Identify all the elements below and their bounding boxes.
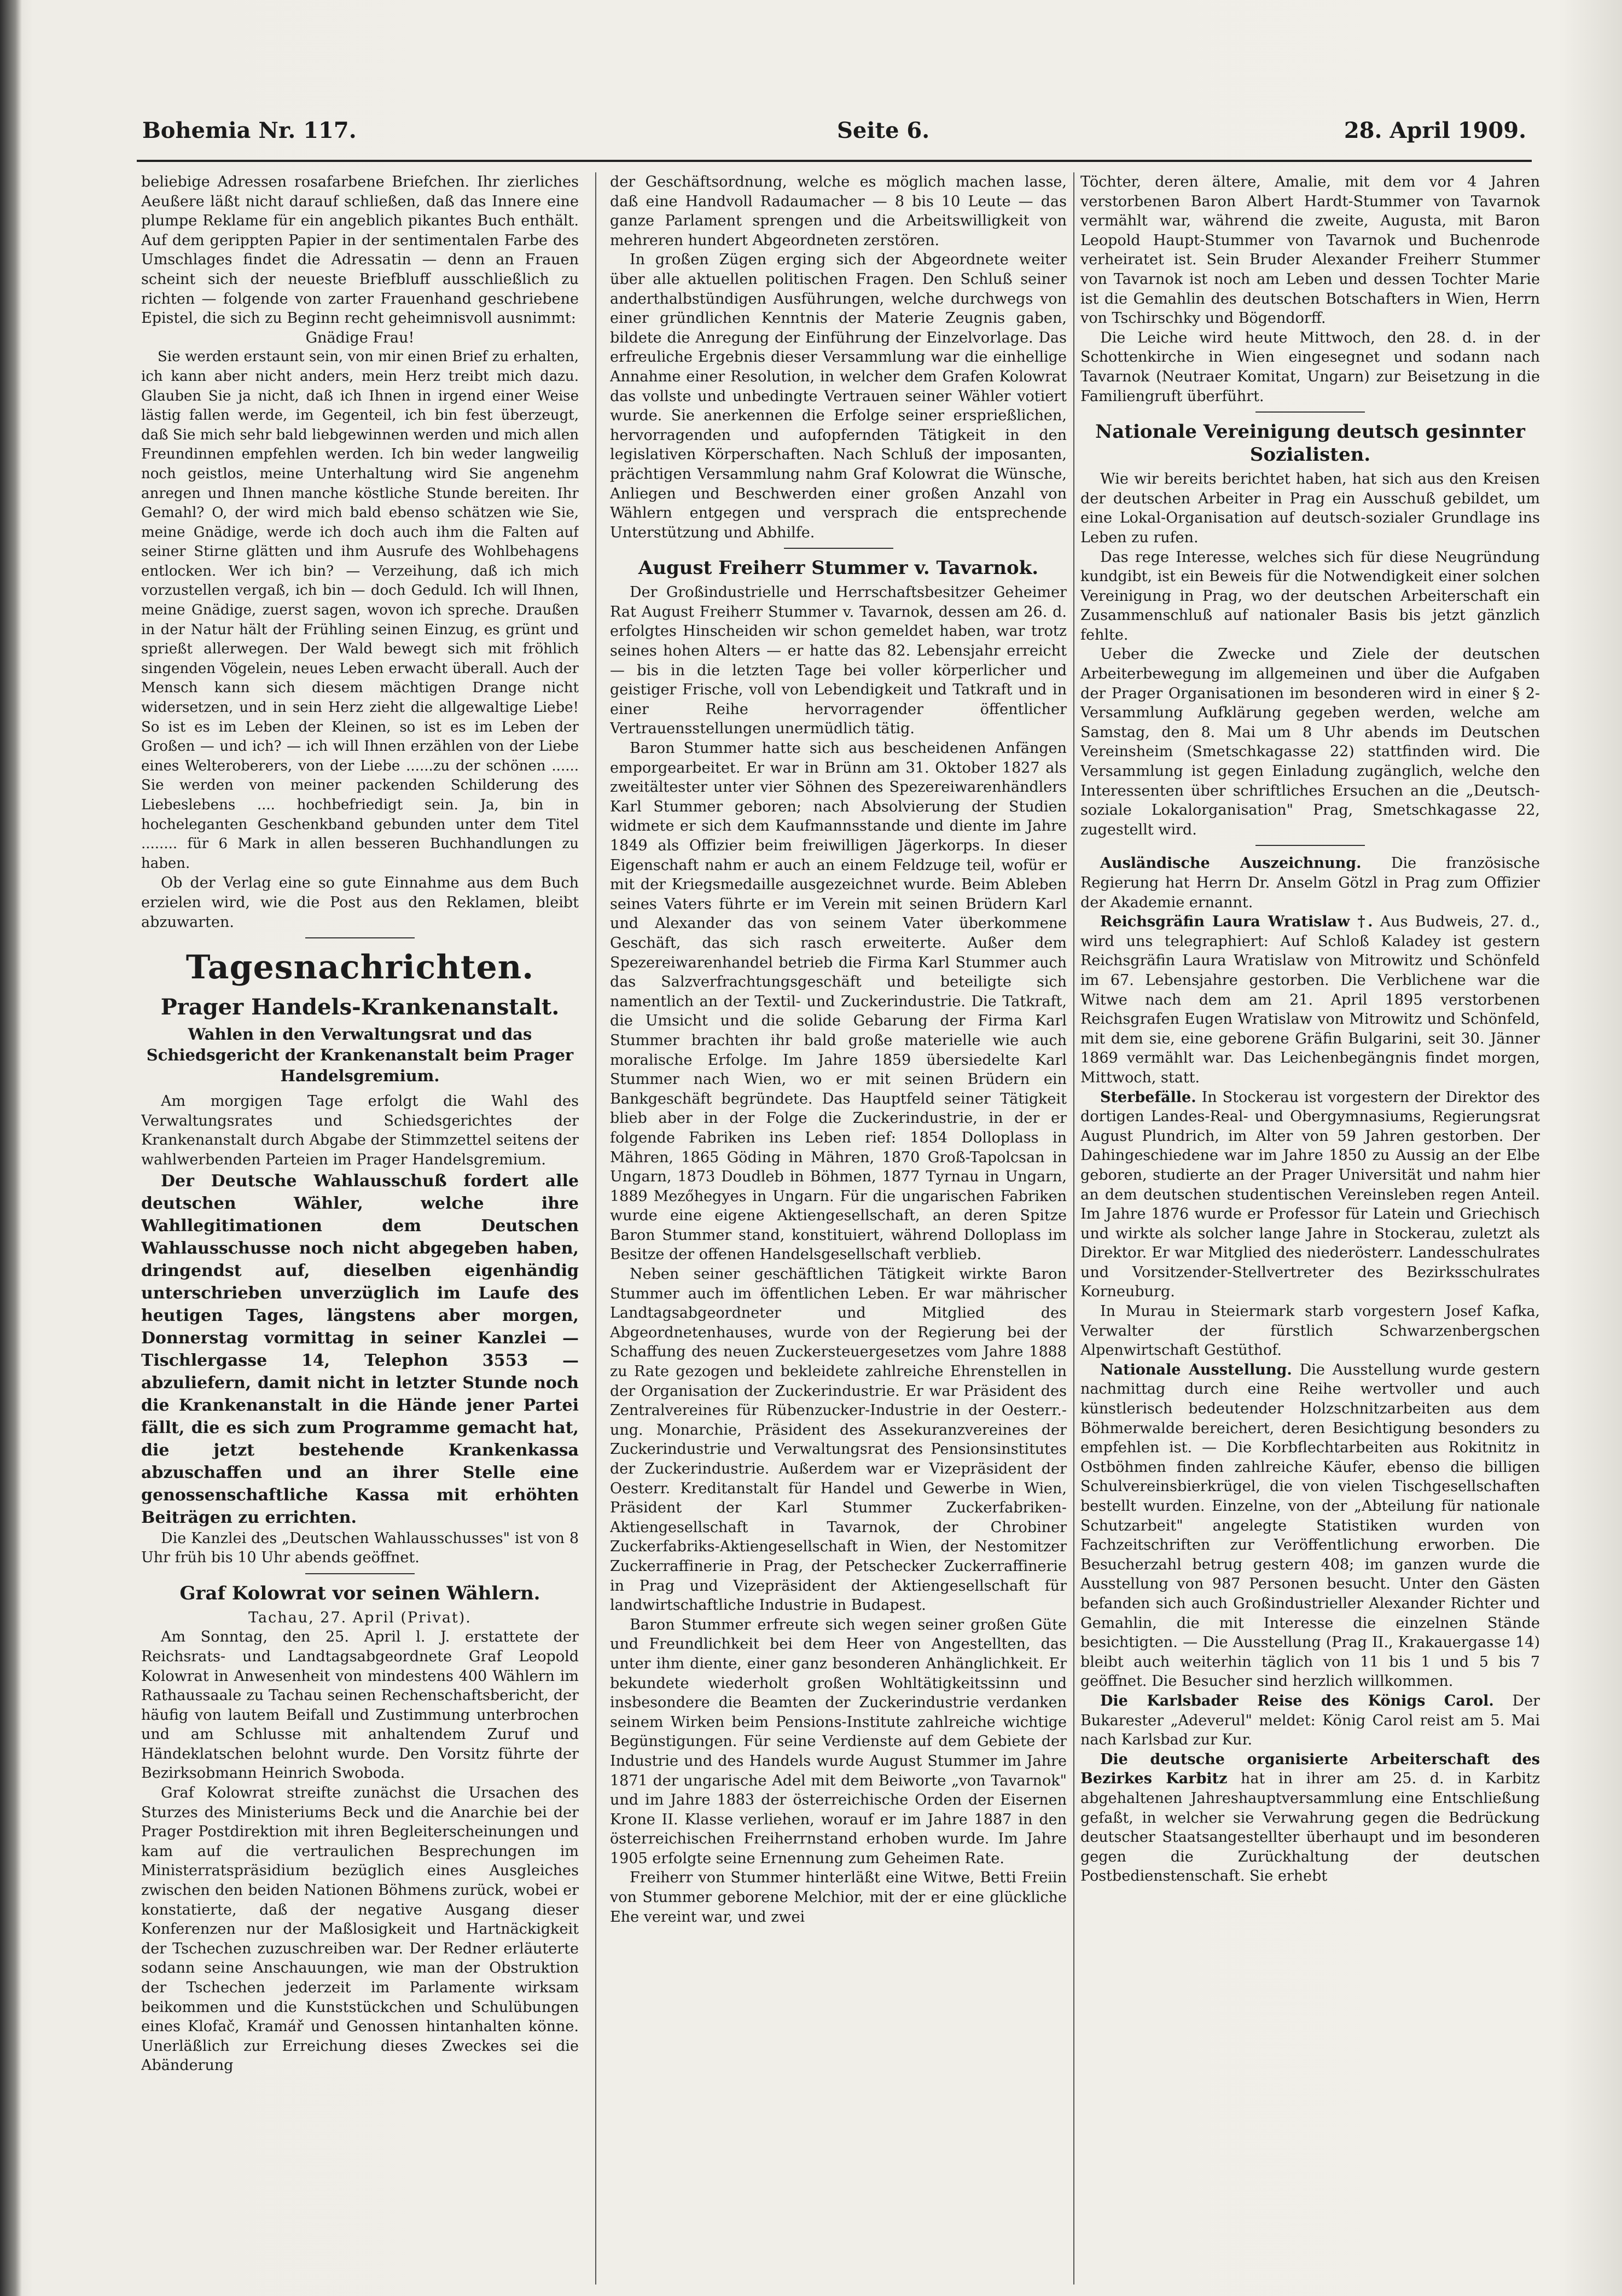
paragraph: beliebige Adressen rosafarbene Briefchen. Ihr zierliches Aeußere läßt nicht darauf schließen, daß das Innere eine plumpe Reklame für ein angeblich pikantes Buch enthält. Auf dem gerippten Papier in der sentimentalen Farbe des Umschlages findet die Adressatin — denn an Frauen scheint sich der neueste Briefbluff ausschließlich zu richten — folgende von zarter Frauenhand geschriebene Epistel, die sich zu Beginn recht geheimnisvoll ausnimmt:: [141, 173, 579, 327]
news-item-text: Aus Budweis, 27. d., wird uns telegraphiert: Auf Schloß Kaladey ist gestern Reichsgräfin Laura Wratislaw von Mitrowitz und Schönfeld im 67. Lebensjahre gestorben. Die Verblichene war die Witwe nach dem am 21. April 1895 verstorbenen Reichsgrafen Eugen Wratislaw von Mitrowitz und Schönfeld, mit dem sie, eine geborene Gräfin Bulgarini, seit 30. Jänner 1869 vermählt war. Das Leichenbegängnis findet morgen, Mittwoch, statt.: [1080, 913, 1540, 1086]
news-item-text: Der Bukarester „Adeverul" meldet: König Carol reist am 5. Mai nach Karlsbad zur Kur.: [1080, 1692, 1540, 1749]
paragraph: In großen Zügen erging sich der Abgeordnete weiter über alle aktuellen politischen Fragen. Den Schluß seiner anderthalbstündigen Ausführungen, welche durchwegs von einer gründlichen Kenntnis der Materie Zeugnis gaben, bildete die Anregung der Einführung der Einzelvorlage. Das erfreuliche Ergebnis dieser Versammlung war die einhellige Annahme einer Resolution, in welcher dem Grafen Kolowrat das vollste und unbedingte Vertrauen seiner Wähler votiert wurde. Sie anerkennen die Erfolge seiner ersprießlichen, hervorragenden und aufopfernden Tätigkeit in den legislativen Körperschaften. Nach Schluß der imposanten, prächtigen Versammlung nahm Graf Kolowrat die Wünsche, Anliegen und Beschwerden einer großen Anzahl von Wählern entgegen und versprach die entsprechende Unterstützung und Abhilfe.: [610, 251, 1067, 541]
issue-date: 28. April 1909.: [1344, 118, 1526, 143]
letter-salutation: Gnädige Frau!: [305, 329, 415, 346]
divider: [305, 937, 415, 938]
page-number: Seite 6.: [837, 118, 930, 143]
column-divider: [1073, 172, 1074, 2285]
paragraph: Am Sonntag, den 25. April l. J. erstattete der Reichsrats- und Landtagsabgeordnete Graf Leopold Kolowrat in Anwesenheit von mindestens 400 Wählern im Rathaussaale zu Tachau seinen Rechenschaftsbericht, der häufig von lautem Beifall und Zustimmung unterbrochen und am Schlusse mit anhaltendem Zuruf und Händeklatschen belohnt wurde. Den Vorsitz führte der Bezirksobmann Heinrich Swoboda.: [141, 1628, 579, 1782]
news-item-title: Die deutsche organisierte Arbeiterschaft des Bezirkes Karbitz: [1080, 1750, 1540, 1788]
letter-text: Sie werden erstaunt sein, von mir einen Brief zu erhalten, ich kann aber nicht anders, mein Herz treibt mich dazu. Glauben Sie ja nicht, daß ich Ihnen in irgend einer Weise lästig fallen werde, im Gegenteil, ich bin fest überzeugt, daß Sie mich sehr bald liebgewinnen werden und mich allen Freundinnen empfehlen werden. Ich bin weder langweilig noch geistlos, meine Unterhaltung wird Sie angenehm anregen und Ihnen manche köstliche Stunde bereiten. Ihr Gemahl? O, der wird mich bald ebenso schätzen wie Sie, meine Gnädige, werde ich doch auch ihm die Falten auf seiner Stirne glätten und ihm Ausrufe des Wohlbehagens entlocken. Wer ich bin? — Verzeihung, daß ich mich vorzustellen vergaß, ich bin — doch Geduld. Ich will Ihnen, meine Gnädige, zuerst sagen, wovon ich spreche. Draußen in der Natur hält der Frühling seinen Einzug, es grünt und sprießt allerwegen. Der Wald bewegt sich mit fröhlich singenden Vögelein, neues Leben erwacht überall. Auch der Mensch kann sich diesem mächtigen Drange nicht widersetzen, und in sein Herz zieht die allgewaltige Liebe! So ist es im Leben der Kleinen, so ist es im Leben der Großen — und ich? — ich will Ihnen erzählen von der Liebe eines Welteroberers, von der Liebe ......zu der schönen ...... Sie werden von meiner packenden Schilderung des Liebeslebens .... hochbefriedigt sein. Ja, bin in hocheleganten Geschenkband gebunden unter dem Titel ........ für 6 Mark in allen besseren Buchhandlungen zu haben.: [141, 349, 579, 872]
paragraph: Die Kanzlei des „Deutschen Wahlausschusses" ist von 8 Uhr früh bis 10 Uhr abends geöffnet.: [141, 1529, 579, 1567]
column-2: [610, 172, 1067, 2285]
article-headline: Prager Handels-Krankenanstalt.: [160, 994, 560, 1021]
news-item: [1080, 1088, 1540, 1302]
news-item-text: hat in ihrer am 25. d. in Karbitz abgehaltenen Jahreshauptversammlung eine Entschließung gefaßt, in welcher sie Verwahrung gegen die Bedrückung deutscher Staatsangestellter überhaupt und im besonderen gegen die Zurückhaltung der deutschen Postbedienstenschaft. Sie erhebt: [1080, 1770, 1540, 1885]
paragraph: Die Leiche wird heute Mittwoch, den 28. d. in der Schottenkirche in Wien eingesegnet und sodann nach Tavarnok (Neutraer Komitat, Ungarn) zur Beisetzung in die Familiengruft überführt.: [1080, 329, 1540, 405]
article-headline: Graf Kolowrat vor seinen Wählern.: [179, 1582, 540, 1604]
news-item-title: Die Karlsbader Reise des Königs Carol.: [1100, 1692, 1494, 1709]
news-item-text: Die französische Regierung hat Herrn Dr. Anselm Götzl in Prag zum Offizier der Akademie ernannt.: [1080, 855, 1540, 911]
article-headline: Nationale Vereinigung deutsch gesinnter Sozialisten.: [1095, 421, 1525, 466]
masthead-issue: Bohemia Nr. 117.: [142, 118, 357, 143]
paragraph: Töchter, deren ältere, Amalie, mit dem vor 4 Jahren verstorbenen Baron Albert Hardt-Stummer von Tavarnok vermählt war, während die zweite, Augusta, mit Baron Leopold Haupt-Stummer von Tavarnok und Buchenrode verheiratet ist. Sein Bruder Alexander Freiherr Stummer von Tavarnok ist noch am Leben und dessen Tochter Marie ist die Gemahlin des deutschen Botschafters in Wien, Herrn von Tschirschky und Bögendorff.: [1080, 173, 1540, 327]
divider: [1255, 845, 1365, 846]
divider: [1255, 411, 1365, 413]
column-3: [1080, 172, 1540, 2285]
article-headline: August Freiherr Stummer v. Tavarnok.: [638, 557, 1039, 579]
news-item: [1080, 912, 1540, 1087]
bold-appeal: Der Deutsche Wahlausschuß fordert alle deutschen Wähler, welche ihre Wahllegitimationen dem Deutschen Wahlausschusse noch nicht abgegeben haben, dringendst auf, dieselben eigenhändig unterschrieben unverzüglich im Laufe des heutigen Tages, längstens aber morgen, Donnerstag vormittag in seiner Kanzlei — Tischlergasse 14, Telephon 3553 — abzuliefern, damit nicht in letzter Stunde noch die Krankenanstalt in die Hände jener Partei fällt, die es sich zum Programme gemacht hat, die jetzt bestehende Krankenkassa abzuschaffen und an ihrer Stelle eine genossenschaftliche Kassa mit erhöhten Beiträgen zu errichten.: [141, 1171, 579, 1527]
article-subheadline: Wahlen in den Verwaltungsrat und das Schiedsgericht der Krankenanstalt beim Prager Handelsgremium.: [146, 1025, 574, 1086]
paragraph: Ueber die Zwecke und Ziele der deutschen Arbeiterbewegung im allgemeinen und über die Aufgaben der Prager Organisationen im besonderen wird in einer § 2-Versammlung Aufklärung gegeben werden, welche am Samstag, den 8. Mai um 8 Uhr abends im Deutschen Vereinsheim (Smetschkagasse 22) stattfinden wird. Die Versammlung ist gegen Einladung zugänglich, welche den Interessenten über schriftliches Ersuchen an die „Deutsch-soziale Lokalorganisation" Prag, Smetschkagasse 22, zugestellt wird.: [1080, 646, 1540, 838]
paragraph: Graf Kolowrat streifte zunächst die Ursachen des Sturzes des Ministeriums Beck und die Anarchie bei der Prager Postdirektion mit ihren Begleiterscheinungen und kam auf die vertraulichen Besprechungen im Ministerratspräsidium bezüglich eines Ausgleiches zwischen den beiden Nationen Böhmens zurück, wobei er konstatierte, daß der negative Ausgang dieser Konferenzen nur der Maßlosigkeit und Hartnäckigkeit der Tschechen zuzuschreiben war. Der Redner erläuterte sodann seine Anschauungen, wie man der Obstruktion der Tschechen jederzeit im Parlamente wirksam beikommen und die Kunststückchen und Schulübungen eines Klofač, Kramář und Genossen hintanhalten könne. Unerläßlich zur Erreichung dieses Zweckes sei die Abänderung: [141, 1784, 579, 2074]
paragraph: Freiherr von Stummer hinterläßt eine Witwe, Betti Freiin von Stummer geborene Melchior, mit der er eine glückliche Ehe vereint war, und zwei: [610, 1869, 1067, 1926]
paragraph: Das rege Interesse, welches sich für diese Neugründung kundgibt, ist ein Beweis für die Notwendigkeit einer solchen Vereinigung in Prag, wo der deutschen Arbeiterschaft ein Zusammenschluß auf nationaler Basis bis jetzt gänzlich fehlte.: [1080, 548, 1540, 643]
news-item-title: Nationale Ausstellung.: [1100, 1361, 1292, 1378]
paragraph: Baron Stummer hatte sich aus bescheidenen Anfängen emporgearbeitet. Er war in Brünn am 31. Oktober 1827 als zweitältester unter vier Söhnen des Spezereiwarenhändlers Karl Stummer geboren; nach Absolvierung der Studien widmete er sich dem Kaufmannsstande und diente im Jahre 1849 als Offizier beim freiwilligen Jägerkorps. In dieser Eigenschaft nahm er auch an einem Feldzuge teil, wofür er mit der Kriegsmedaille ausgezeichnet wurde. Beim Ableben seines Vaters führte er im Verein mit seinen Brüdern Karl und Alexander das von seinem Vater überkommene Geschäft, das sich rasch erweiterte. Außer dem Spezereiwarenhandel betrieb die Firma Karl Stummer auch das Salzverfrachtungsgeschäft und beteiligte sich namentlich an der Textil- und Zuckerindustrie. Die Tatkraft, die Umsicht und die solide Gebarung der Firma Karl Stummer brachten ihr bald große materielle wie auch moralische Erfolge. Im Jahre 1859 übersiedelte Karl Stummer nach Wien, wo er mit seinen Brüdern ein Bankgeschäft begründete. Das Hauptfeld seiner Tätigkeit blieb aber in der Folge die Zuckerindustrie, in der er folgende Fabriken ins Leben rief: 1854 Dolloplass in Mähren, 1865 Göding in Mähren, 1870 Groß-Tapolcsan in Ungarn, 1873 Doudleb in Böhmen, 1877 Tyrnau in Ungarn, 1889 Mezőhegyes in Ungarn. Für die ungarischen Fabriken wurde eine eigene Aktiengesellschaft, an deren Spitze Baron Stummer stand, konstituiert, während Dolloplass im Besitze der offenen Handelsgesellschaft verblieb.: [610, 740, 1067, 1263]
paragraph: Ob der Verlag eine so gute Einnahme aus dem Buch erzielen wird, wie die Post aus den Reklamen, bleibt abzuwarten.: [141, 874, 579, 931]
dateline: Tachau, 27. April (Privat).: [248, 1609, 472, 1626]
news-item-text: Die Ausstellung wurde gestern nachmittag durch eine Reihe wertvoller und auch künstlerisch bedeutender Holzschnitzarbeiten aus dem Böhmerwalde bereichert, deren Besichtigung besonders zu empfehlen ist. — Die Korbflechtarbeiten aus Rokitnitz in Ostböhmen finden zahlreiche Käufer, ebenso die billigen Schulvereinsbierkrügel, die von vielen Tischgesellschaften bestellt wurden. Einzelne, von der „Abteilung für nationale Schutzarbeit" angelegte Statistiken wurden von Fachzeitschriften zur Veröffentlichung erworben. Die Besucherzahl betrug gestern 408; im ganzen wurde die Ausstellung von 987 Personen besucht. Unter den Gästen befanden sich auch Großindustrieller Alexander Richter und Gemahlin, die mit Interesse die einzelnen Stände besichtigten. — Die Ausstellung (Prag II., Krakauergasse 14) bleibt auch weiterhin täglich von 11 bis 1 und 5 bis 7 geöffnet. Die Besucher sind herzlich willkommen.: [1080, 1361, 1540, 1690]
news-item-text: In Stockerau ist vorgestern der Direktor des dortigen Landes-Real- und Obergymnasiums, Regierungsrat August Plundrich, im Alter von 59 Jahren gestorben. Der Dahingeschiedene war im Jahre 1850 zu Aussig an der Elbe geboren, studierte an der Prager Universität und nahm hier an dem deutschen studentischen Vereinsleben regen Anteil. Im Jahre 1876 wurde er Professor für Latein und Griechisch und wirkte als solcher lange Jahre in Stockerau, zuletzt als Direktor. Er war Mitglied des niederösterr. Landesschulrates und Vorsitzender-Stellvertreter des Bezirksschulrates Korneuburg.: [1080, 1088, 1540, 1301]
news-item: [1080, 1691, 1540, 1750]
news-item-title: Sterbefälle.: [1100, 1088, 1196, 1106]
news-item: [1080, 1750, 1540, 1886]
paragraph: Am morgigen Tage erfolgt die Wahl des Verwaltungsrates und Schiedsgerichtes der Krankenanstalt durch Abgabe der Stimmzettel seitens der wahlwerbenden Parteien im Prager Handelsgremium.: [141, 1093, 579, 1168]
running-head: [142, 118, 1526, 156]
paragraph: Neben seiner geschäftlichen Tätigkeit wirkte Baron Stummer auch im öffentlichen Leben. Er war mährischer Landtagsabgeordneter und Mitglied des Abgeordnetenhauses, wurde von der Regierung bei der Schaffung des neuen Zuckersteuergesetzes vom Jahre 1888 zu Rate gezogen und bekleidete zahlreiche Ehrenstellen in der Organisation der Zuckerindustrie. Er war Präsident des Zentralvereines für Rübenzucker-Industrie in der Oesterr.-ung. Monarchie, Präsident des Assekuranzvereines der Zuckerindustrie und Verwaltungsrat des Pensionsinstitutes der Zuckerindustrie. Außerdem war er Vizepräsident der Oesterr. Kreditanstalt für Handel und Gewerbe in Wien, Präsident der Karl Stummer Zuckerfabriken-Aktiengesellschaft in Tavarnok, der Chrobiner Zuckerfabriks-Aktiengesellschaft in Wien, der Nestomitzer Zuckerraffinerie in Prag, der Petschecker Zuckerraffinerie in Prag und Vizepräsident der Aktiengesellschaft für landwirtschaftliche Industrie in Budapest.: [610, 1266, 1067, 1614]
paragraph: der Geschäftsordnung, welche es möglich machen lasse, daß eine Handvoll Radaumacher — 8 bis 10 Leute — das ganze Parlament sprengen und die Arbeitswilligkeit von mehreren hundert Abgeordneten zerstören.: [610, 173, 1067, 249]
section-heading: Tagesnachrichten.: [185, 948, 534, 987]
paragraph: Baron Stummer erfreute sich wegen seiner großen Güte und Freundlichkeit bei dem Heer von Angestellten, das unter ihm diente, einer ganz besonderen Anhänglichkeit. Er bekundete wiederholt großen Wohltätigkeitssinn und insbesondere die Beamten der Zuckerindustrie verdanken seinem Wirken beim Pensions-Institute zahlreiche wichtige Begünstigungen. Für seine Verdienste auf dem Gebiete der Industrie und des Handels wurde August Stummer im Jahre 1871 der ungarische Adel mit dem Beiworte „von Tavarnok" und im Jahre 1883 der österreichische Orden der Eisernen Krone II. Klasse verliehen, worauf er im Jahre 1887 in den österreichischen Freiherrnstand erhoben wurde. Im Jahre 1905 erfolgte seine Ernennung zum Geheimen Rate.: [610, 1616, 1067, 1867]
news-item-title: Ausländische Auszeichnung.: [1100, 855, 1362, 872]
header-rule: [137, 160, 1532, 162]
paragraph: Der Großindustrielle und Herrschaftsbesitzer Geheimer Rat August Freiherr Stummer v. Tavarnok, dessen am 26. d. erfolgtes Hinscheiden wir schon gemeldet haben, war trotz seines hohen Alters — er hatte das 82. Lebensjahr erreicht — bis in die letzten Tage bei voller körperlicher und geistiger Frische, voll von Lebendigkeit und Tatkraft und in einer Reihe hervorragender öffentlicher Vertrauensstellungen unermüdlich tätig.: [610, 584, 1067, 738]
news-item-title: Reichsgräfin Laura Wratislaw †.: [1100, 913, 1373, 931]
column-1: [141, 172, 579, 2285]
paragraph: Wie wir bereits berichtet haben, hat sich aus den Kreisen der deutschen Arbeiter in Prag ein Ausschuß gebildet, um eine Lokal-Organisation auf deutsch-sozialer Grundlage ins Leben zu rufen.: [1080, 471, 1540, 546]
news-item: [1080, 1360, 1540, 1691]
divider: [784, 548, 893, 549]
news-item: [1080, 854, 1540, 912]
column-divider: [595, 172, 596, 2285]
paragraph: In Murau in Steiermark starb vorgestern Josef Kafka, Verwalter der fürstlich Schwarzenbergschen Alpenwirtschaft Gestüthof.: [1080, 1303, 1540, 1359]
divider: [305, 1573, 415, 1574]
